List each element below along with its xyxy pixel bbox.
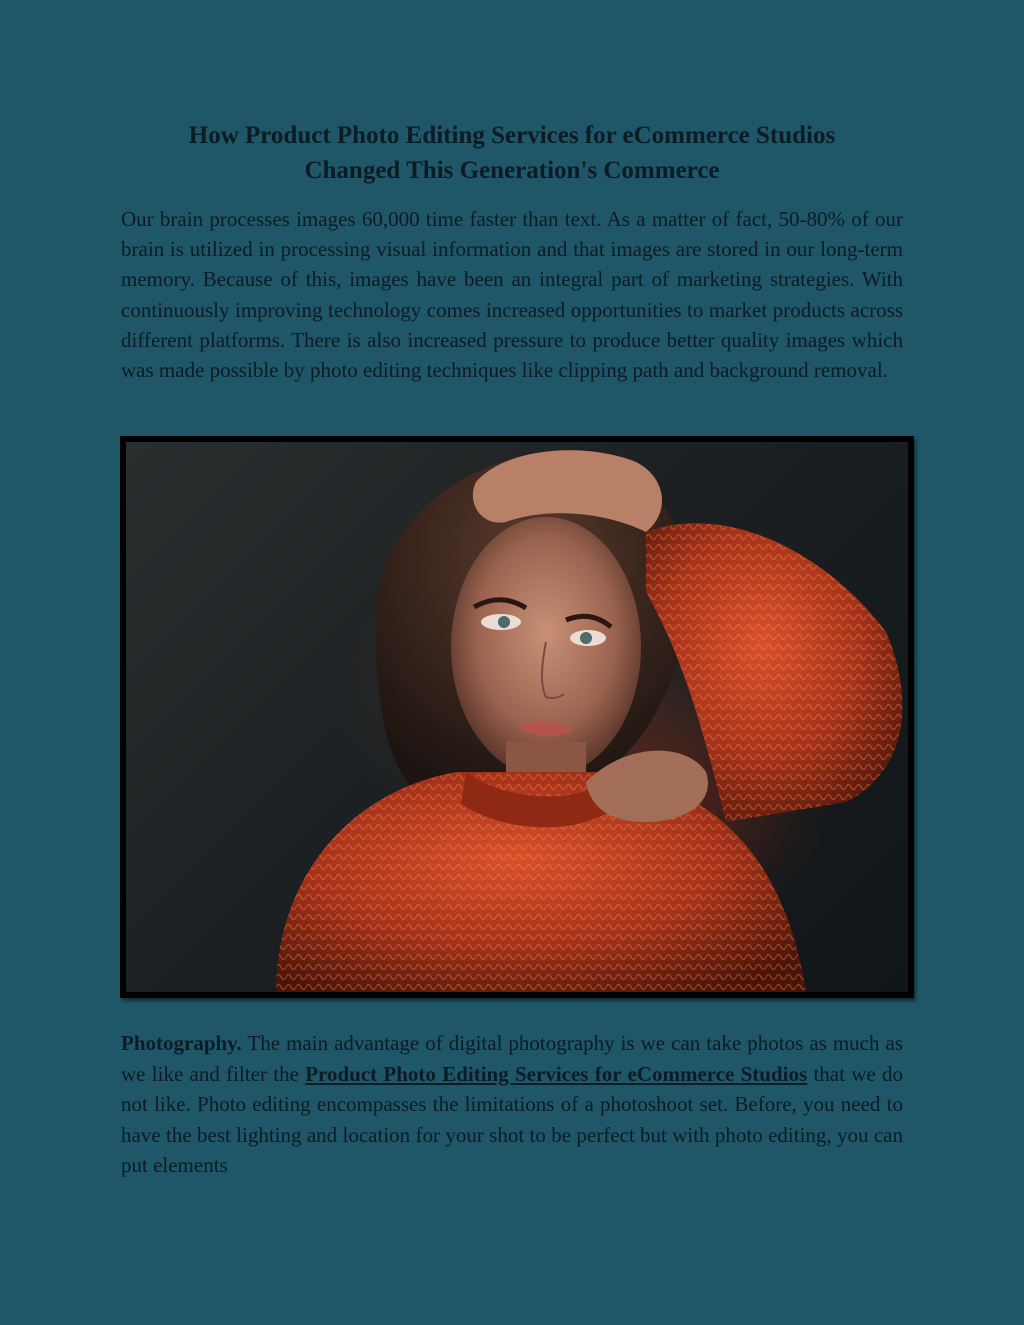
section-text-before-link: The main advantage of digital photography is we can take photos as much as we like and filter the — [121, 1031, 903, 1086]
portrait-photo — [126, 442, 908, 992]
title-line-2: Changed This Generation's Commerce — [304, 157, 720, 184]
title-line-1: How Product Photo Editing Services for eCommerce Studios — [188, 122, 836, 149]
intro-paragraph: Our brain processes images 60,000 time faster than text. As a matter of fact, 50-80% of our brain is utilized in processing visual information and that images are stored in our long-term memory. Because of this, images have been an integral part of marketing strategies. With continuously improving technology comes increased opportunities to market products across different platforms. There is also increased pressure to produce better quality images which was made possible by photo editing techniques like clipping path and background removal. — [121, 207, 903, 383]
page-title — [120, 118, 904, 188]
photography-paragraph — [121, 1028, 903, 1181]
section-heading: Photography. — [121, 1031, 242, 1055]
product-photo-editing-link[interactable]: Product Photo Editing Services for eCommerce Studios — [305, 1061, 808, 1086]
portrait-illustration — [126, 442, 908, 992]
portrait-photo-frame — [120, 436, 914, 998]
section-text-after-link: that we do not like. Photo editing encompasses the limitations of a photoshoot set. Before, you need to have the best lighting and location for your shot to be perfect but with photo editing, you can put elements — [121, 1061, 903, 1177]
